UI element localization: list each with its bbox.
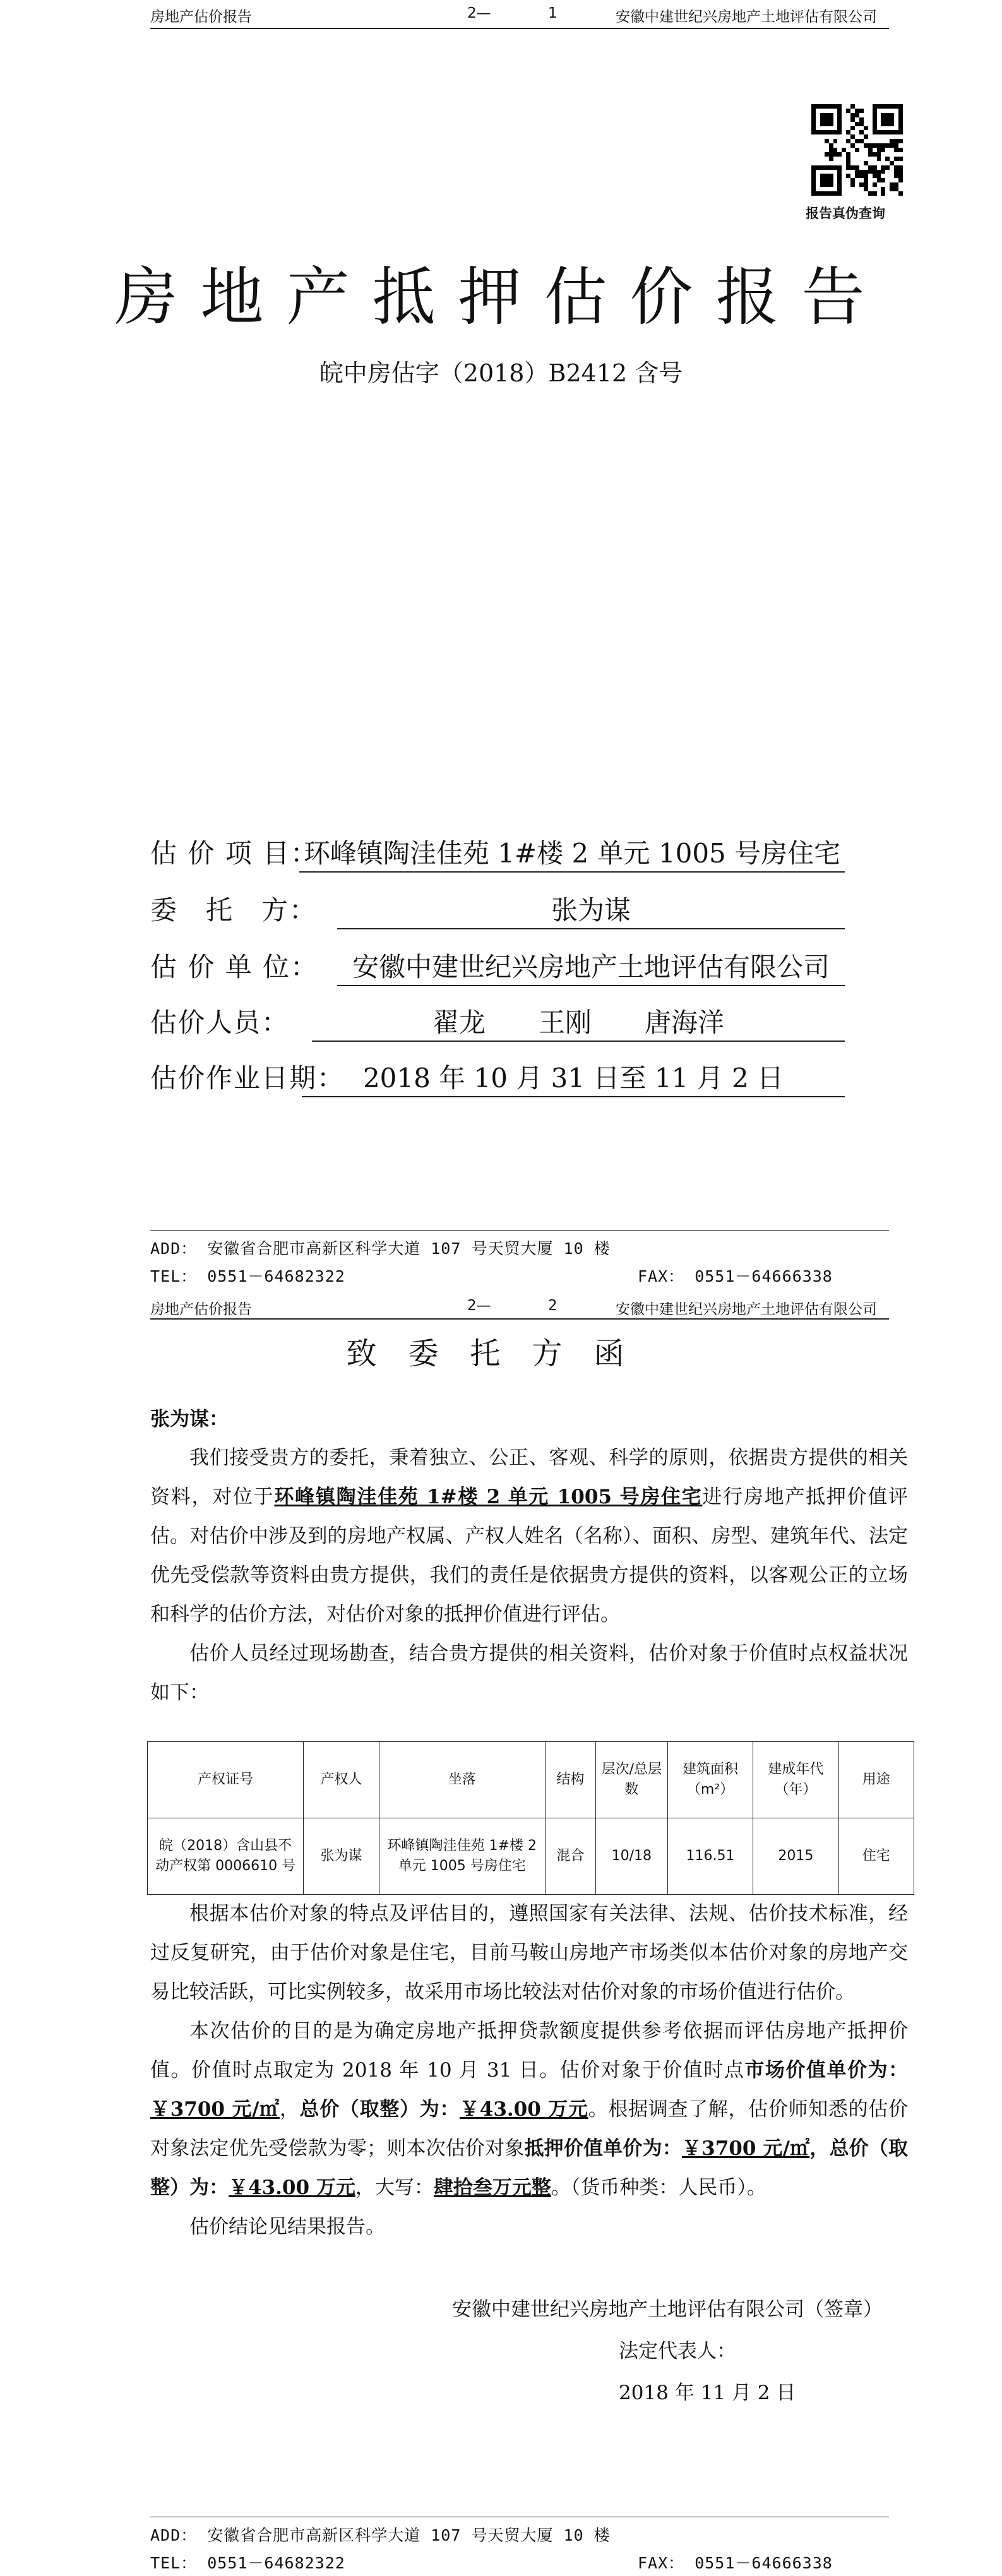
- paragraph-1: 我们接受贵方的委托，秉着独立、公正、客观、科学的原则，依据贵方提供的相关资料，对位于环峰镇陶洼佳苑 1#楼 2 单元 1005 号房住宅进行房地产抵押价值评估。对估价中涉及到的房地产权属、产权人姓名（名称）、面积、房型、建筑年代、法定优先受偿款等资料由贵方提供，我们的责任是依据贵方提供的资料，以客观公正的立场和科学的估价方法，对估价对象的抵押价值进行评估。: [150, 1446, 909, 1626]
- market-total-price: ￥43.00 万元: [460, 2098, 588, 2121]
- page1-header-right: 安徽中建世纪兴房地产土地评估有限公司: [616, 9, 877, 25]
- paragraph-4: 本次估价的目的是为确定房地产抵押贷款额度提供参考依据而评估房地产抵押价值。价值时点取定为 2018 年 10 月 31 日。估价对象于价值时点市场价值单价为：￥3700 元/㎡，总价（取整）为：￥43.00 万元。根据调查了解，估价师知悉的估价对象法定优先受偿款为零；则本次估价对象抵押价值单价为：￥3700 元/㎡，总价（取整）为：￥43.00 万元，大写：肆拾叁万元整。（货币种类：人民币）。: [150, 2020, 909, 2199]
- table-header-cell: 层次/总层数: [595, 1742, 667, 1818]
- page2-header-page: 2: [548, 1297, 558, 1314]
- amount-in-words: 肆拾叁万元整: [433, 2176, 551, 2199]
- field-label: 委 托 方：: [150, 895, 318, 926]
- letter-body-2: [150, 1894, 908, 2246]
- table-cell: 混合: [545, 1818, 595, 1895]
- field-label: 估 价 项 目：: [150, 838, 319, 869]
- market-unit-price: ￥3700 元/㎡: [150, 2098, 280, 2121]
- page1-header-center: 2—: [467, 5, 491, 21]
- report-number: 皖中房估字（2018）B2412 含号: [319, 359, 683, 387]
- field-value: 翟龙 王刚 唐海洋: [312, 1005, 845, 1042]
- signature-date: 2018 年 11 月 2 日: [619, 2382, 796, 2404]
- letter-title: 致委托方函: [346, 1336, 656, 1371]
- table-cell: 2015: [753, 1818, 838, 1895]
- page2-header-center: 2—: [467, 1297, 491, 1314]
- table-cell: 住宅: [838, 1818, 914, 1895]
- page2-footer-address: ADD： 安徽省合肥市高新区科学大道 107 号天贸大厦 10 楼: [150, 2526, 611, 2544]
- table-header-cell: 结构: [545, 1742, 595, 1818]
- table-header-cell: 坐落: [379, 1742, 545, 1818]
- table-cell: 张为谋: [304, 1818, 379, 1895]
- field-label: 估价人员：: [150, 1007, 290, 1038]
- table-row: [148, 1818, 914, 1895]
- page2-header-left: 房地产估价报告: [150, 1301, 252, 1318]
- table-header-cell: 产权人: [304, 1742, 379, 1818]
- report-title: 房地产抵押估价报告: [114, 260, 888, 334]
- field-client: [150, 891, 845, 929]
- field-value: 2018 年 10 月 31 日至 11 月 2 日: [302, 1061, 845, 1097]
- page1-footer-rule: [150, 1230, 889, 1231]
- table-cell: 116.51: [667, 1818, 753, 1895]
- signature-legal-rep: 法定代表人：: [619, 2340, 736, 2363]
- page1-footer-address: ADD： 安徽省合肥市高新区科学大道 107 号天贸大厦 10 楼: [150, 1239, 611, 1258]
- page1-header-rule: [150, 28, 889, 29]
- paragraph-5: 估价结论见结果报告。: [189, 2215, 385, 2238]
- mortgage-unit-price: ￥3700 元/㎡: [681, 2137, 810, 2160]
- qr-code-icon: [811, 104, 903, 196]
- property-info-table: [147, 1741, 914, 1895]
- field-valuer-org: [150, 948, 845, 986]
- page1-header-left: 房地产估价报告: [150, 9, 252, 25]
- page1-footer-tel: TEL： 0551－64682322: [150, 1267, 345, 1285]
- page1-header-page: 1: [548, 5, 558, 21]
- table-header-cell: 产权证号: [148, 1742, 304, 1818]
- field-value: 张为谋: [337, 893, 845, 929]
- table-header-cell: 建筑面积（m²）: [667, 1742, 753, 1818]
- property-address: 环峰镇陶洼佳苑 1#楼 2 单元 1005 号房住宅: [274, 1486, 703, 1508]
- table-header-row: [148, 1742, 914, 1818]
- page2-footer-fax: FAX： 0551－64666338: [638, 2554, 833, 2572]
- table-cell: 皖（2018）含山县不动产权第 0006610 号: [148, 1818, 304, 1895]
- field-label: 估价作业日期：: [150, 1063, 345, 1094]
- mortgage-total-price: ￥43.00 万元: [229, 2176, 355, 2199]
- page2-header-rule: [150, 1318, 889, 1320]
- table-cell: 环峰镇陶洼佳苑 1#楼 2 单元 1005 号房住宅: [379, 1818, 545, 1895]
- letter-body-1: [150, 1438, 908, 1712]
- page1-footer-fax: FAX： 0551－64666338: [638, 1267, 833, 1285]
- field-value: 环峰镇陶洼佳苑 1#楼 2 单元 1005 号房住宅: [299, 836, 845, 873]
- table-header-cell: 建成年代（年）: [753, 1742, 838, 1818]
- table-cell: 10/18: [595, 1818, 667, 1895]
- table-header-cell: 用途: [838, 1742, 914, 1818]
- field-valuers: [150, 1004, 845, 1042]
- salutation: 张为谋：: [150, 1408, 229, 1431]
- page2-header-right: 安徽中建世纪兴房地产土地评估有限公司: [616, 1301, 877, 1318]
- signature-company: 安徽中建世纪兴房地产土地评估有限公司（签章）: [452, 2298, 883, 2321]
- field-work-date: [150, 1059, 845, 1097]
- paragraph-3: 根据本估价对象的特点及评估目的，遵照国家有关法律、法规、估价技术标准，经过反复研究，由于估价对象是住宅，目前马鞍山房地产市场类似本估价对象的房地产交易比较活跃，可比实例较多，故采用市场比较法对估价对象的市场价值进行估价。: [150, 1902, 908, 2003]
- field-label: 估 价 单 位：: [150, 951, 319, 982]
- qr-caption: 报告真伪查询: [806, 206, 885, 221]
- page2-footer-tel: TEL： 0551－64682322: [150, 2554, 345, 2572]
- paragraph-2: 估价人员经过现场勘查，结合贵方提供的相关资料，估价对象于价值时点权益状况如下：: [150, 1642, 908, 1704]
- field-project: [150, 835, 845, 873]
- field-value: 安徽中建世纪兴房地产土地评估有限公司: [337, 950, 845, 986]
